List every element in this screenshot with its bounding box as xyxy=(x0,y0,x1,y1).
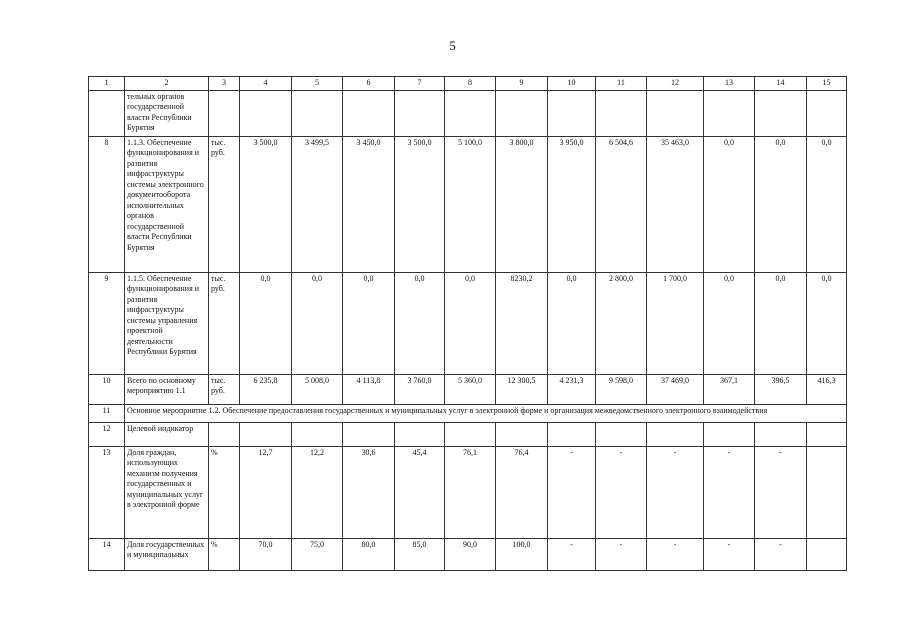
value-cell xyxy=(596,422,647,446)
value-cell: - xyxy=(755,446,807,538)
value-cell xyxy=(240,90,292,136)
value-cell: - xyxy=(755,538,807,570)
value-cell xyxy=(704,90,755,136)
row-number: 12 xyxy=(89,422,125,446)
unit-cell: % xyxy=(209,538,240,570)
value-cell xyxy=(807,90,847,136)
value-cell: 0,0 xyxy=(445,272,496,374)
value-cell: 396,5 xyxy=(755,374,807,404)
unit-cell xyxy=(209,90,240,136)
indicator-table xyxy=(88,76,847,571)
value-cell: - xyxy=(548,446,596,538)
value-cell xyxy=(548,90,596,136)
unit-cell: тыс. руб. xyxy=(209,136,240,272)
value-cell xyxy=(445,90,496,136)
value-cell: 367,1 xyxy=(704,374,755,404)
unit-cell xyxy=(209,422,240,446)
value-cell: - xyxy=(704,538,755,570)
value-cell xyxy=(548,422,596,446)
value-cell: 12,2 xyxy=(292,446,343,538)
value-cell: 0,0 xyxy=(292,272,343,374)
value-cell: 85,0 xyxy=(395,538,445,570)
value-cell: 12,7 xyxy=(240,446,292,538)
value-cell: 3 500,0 xyxy=(240,136,292,272)
header-cell: 9 xyxy=(496,77,548,91)
row-number: 13 xyxy=(89,446,125,538)
row-number: 14 xyxy=(89,538,125,570)
header-cell: 4 xyxy=(240,77,292,91)
table-row xyxy=(89,422,847,446)
row-number: 9 xyxy=(89,272,125,374)
value-cell xyxy=(596,90,647,136)
header-cell: 12 xyxy=(647,77,704,91)
row-name: Целевой индикатор xyxy=(125,422,209,446)
table-row xyxy=(89,136,847,272)
value-cell: 3 950,0 xyxy=(548,136,596,272)
value-cell xyxy=(496,90,548,136)
value-cell: 0,0 xyxy=(704,136,755,272)
row-number xyxy=(89,90,125,136)
value-cell: 12 300,5 xyxy=(496,374,548,404)
value-cell: 5 008,0 xyxy=(292,374,343,404)
value-cell: - xyxy=(596,538,647,570)
table-header-row xyxy=(89,77,847,91)
value-cell: - xyxy=(548,538,596,570)
header-cell: 1 xyxy=(89,77,125,91)
value-cell: 2 800,0 xyxy=(596,272,647,374)
row-name: Доля государственных и муниципальных xyxy=(125,538,209,570)
value-cell: - xyxy=(596,446,647,538)
value-cell: 76,1 xyxy=(445,446,496,538)
unit-cell: тыс. руб. xyxy=(209,374,240,404)
value-cell: 6 235,8 xyxy=(240,374,292,404)
value-cell: - xyxy=(704,446,755,538)
value-cell: 37 469,0 xyxy=(647,374,704,404)
row-number: 11 xyxy=(89,404,125,422)
header-cell: 10 xyxy=(548,77,596,91)
value-cell: 1 700,0 xyxy=(647,272,704,374)
value-cell xyxy=(807,446,847,538)
value-cell xyxy=(395,422,445,446)
header-cell: 6 xyxy=(343,77,395,91)
value-cell: 100,0 xyxy=(496,538,548,570)
table-row xyxy=(89,446,847,538)
table-row xyxy=(89,404,847,422)
value-cell xyxy=(755,422,807,446)
value-cell: 6 504,6 xyxy=(596,136,647,272)
value-cell: 30,6 xyxy=(343,446,395,538)
value-cell: 0,0 xyxy=(343,272,395,374)
value-cell xyxy=(647,422,704,446)
value-cell: 0,0 xyxy=(240,272,292,374)
value-cell xyxy=(807,422,847,446)
value-cell: 0,0 xyxy=(755,136,807,272)
value-cell xyxy=(240,422,292,446)
value-cell: 3 760,0 xyxy=(395,374,445,404)
value-cell: 0,0 xyxy=(755,272,807,374)
value-cell: 416,3 xyxy=(807,374,847,404)
value-cell xyxy=(755,90,807,136)
value-cell xyxy=(343,90,395,136)
value-cell xyxy=(496,422,548,446)
value-cell: 0,0 xyxy=(704,272,755,374)
value-cell: 4 231,3 xyxy=(548,374,596,404)
value-cell: 4 113,8 xyxy=(343,374,395,404)
value-cell: 45,4 xyxy=(395,446,445,538)
header-cell: 11 xyxy=(596,77,647,91)
section-title: Основное мероприятие 1.2. Обеспечение предоставления государственных и муниципальных услуг в электронной форме и организация межведомственного электронного взаимодействия xyxy=(125,404,847,422)
table-row xyxy=(89,538,847,570)
value-cell: 35 463,0 xyxy=(647,136,704,272)
value-cell: 80,0 xyxy=(343,538,395,570)
value-cell: 0,0 xyxy=(807,136,847,272)
value-cell: 0,0 xyxy=(395,272,445,374)
value-cell: 3 499,5 xyxy=(292,136,343,272)
value-cell xyxy=(343,422,395,446)
value-cell: 3 800,0 xyxy=(496,136,548,272)
value-cell: 9 598,0 xyxy=(596,374,647,404)
value-cell: 3 500,0 xyxy=(395,136,445,272)
header-cell: 13 xyxy=(704,77,755,91)
header-cell: 7 xyxy=(395,77,445,91)
value-cell: - xyxy=(647,446,704,538)
row-name: тельных органов государственной власти Республики Бурятия xyxy=(125,90,209,136)
value-cell xyxy=(395,90,445,136)
value-cell xyxy=(647,90,704,136)
value-cell: 70,0 xyxy=(240,538,292,570)
row-name: 1.1.3. Обеспечение функционирования и развития инфраструктуры системы электронного документооборота исполнительных органов государственной власти Республики Бурятия xyxy=(125,136,209,272)
value-cell: 5 360,0 xyxy=(445,374,496,404)
value-cell xyxy=(704,422,755,446)
unit-cell: тыс. руб. xyxy=(209,272,240,374)
page-number: 5 xyxy=(449,38,456,53)
value-cell: 0,0 xyxy=(807,272,847,374)
header-cell: 3 xyxy=(209,77,240,91)
value-cell: - xyxy=(647,538,704,570)
header-cell: 14 xyxy=(755,77,807,91)
header-cell: 5 xyxy=(292,77,343,91)
table-row xyxy=(89,272,847,374)
row-name: Всего по основному мероприятию 1.1 xyxy=(125,374,209,404)
value-cell xyxy=(807,538,847,570)
row-name: 1.1.5. Обеспечение функционирования и развития инфраструктуры системы управления проектной деятельности Республики Бурятия xyxy=(125,272,209,374)
header-cell: 2 xyxy=(125,77,209,91)
row-number: 10 xyxy=(89,374,125,404)
value-cell xyxy=(292,422,343,446)
table-row xyxy=(89,374,847,404)
value-cell xyxy=(292,90,343,136)
table-row xyxy=(89,90,847,136)
row-name: Доля граждан, использующих механизм получения государственных и муниципальных услуг в электронной форме xyxy=(125,446,209,538)
value-cell: 5 100,0 xyxy=(445,136,496,272)
value-cell: 3 450,0 xyxy=(343,136,395,272)
unit-cell: % xyxy=(209,446,240,538)
value-cell: 90,0 xyxy=(445,538,496,570)
value-cell: 8230,2 xyxy=(496,272,548,374)
row-number: 8 xyxy=(89,136,125,272)
value-cell xyxy=(445,422,496,446)
value-cell: 0,0 xyxy=(548,272,596,374)
header-cell: 8 xyxy=(445,77,496,91)
header-cell: 15 xyxy=(807,77,847,91)
value-cell: 76,4 xyxy=(496,446,548,538)
value-cell: 75,0 xyxy=(292,538,343,570)
